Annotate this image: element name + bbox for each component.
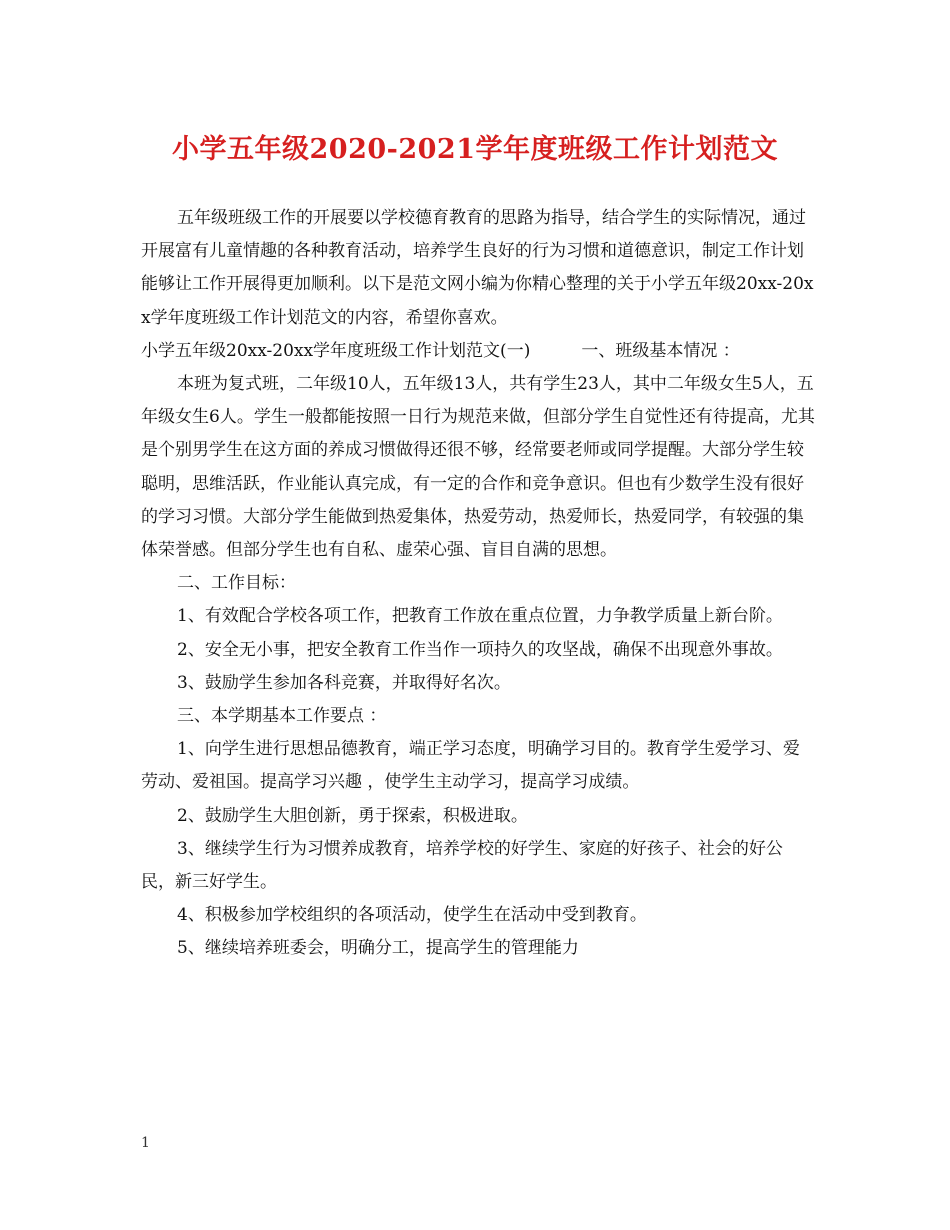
work-point-2: 2、鼓励学生大胆创新，勇于探索，积极进取。 xyxy=(177,805,528,826)
goal-item-2: 2、安全无小事，把安全教育工作当作一项持久的攻坚战，确保不出现意外事故。 xyxy=(177,639,783,660)
page-number: 1 xyxy=(141,1135,150,1151)
class-situation-paragraph: 本班为复式班，二年级10人，五年级13人，共有学生23人，其中二年级女生5人，五年级女生6人。学生一般都能按照一日行为规范来做，但部分学生自觉性还有待提高，尤其是个别男学生在这方面的养成习惯做得还很不够，经常要老师或同学提醒。大部分学生较聪明，思维活跃，作业能认真完成，有一定的合作和竞争意识。但也有少数学生没有很好的学习习惯。大部分学生能做到热爱集体，热爱劳动，热爱师长，热爱同学，有较强的集体荣誉感。但部分学生也有自私、虚荣心强、盲目自满的思想。 xyxy=(141,374,815,561)
document-body xyxy=(141,202,816,966)
intro-paragraph: 五年级班级工作的开展要以学校德育教育的思路为指导，结合学生的实际情况，通过开展富有儿童情趣的各种教育活动，培养学生良好的行为习惯和道德意识，制定工作计划能够让工作开展得更加顺利。以下是范文网小编为你精心整理的关于小学五年级20xx-20xx学年度班级工作计划范文的内容，希望你喜欢。 xyxy=(141,208,814,328)
work-point-1: 1、向学生进行思想品德教育，端正学习态度，明确学习目的。教育学生爱学习、爱劳动、爱祖国。提高学习兴趣 ，使学生主动学习，提高学习成绩。 xyxy=(141,739,800,793)
goal-item-1: 1、有效配合学校各项工作，把教育工作放在重点位置，力争教学质量上新台阶。 xyxy=(177,606,783,627)
work-points-heading: 三、本学期基本工作要点 ： xyxy=(177,706,387,727)
work-point-3: 3、继续学生行为习惯养成教育，培养学校的好学生、家庭的好孩子、社会的好公民，新三好学生。 xyxy=(141,838,783,893)
section-heading-paragraph: 小学五年级20xx-20xx学年度班级工作计划范文(一) 一、班级基本情况 ： xyxy=(141,340,740,361)
goal-item-3: 3、鼓励学生参加各科竞赛，并取得好名次。 xyxy=(177,672,511,693)
document-title: 小学五年级2020-2021学年度班级工作计划范文 xyxy=(172,134,778,165)
work-point-4: 4、积极参加学校组织的各项活动，使学生在活动中受到教育。 xyxy=(177,905,647,926)
work-goals-heading: 二、工作目标： xyxy=(177,573,296,594)
work-point-5: 5、继续培养班委会，明确分工，提高学生的管理能力 xyxy=(177,938,579,959)
